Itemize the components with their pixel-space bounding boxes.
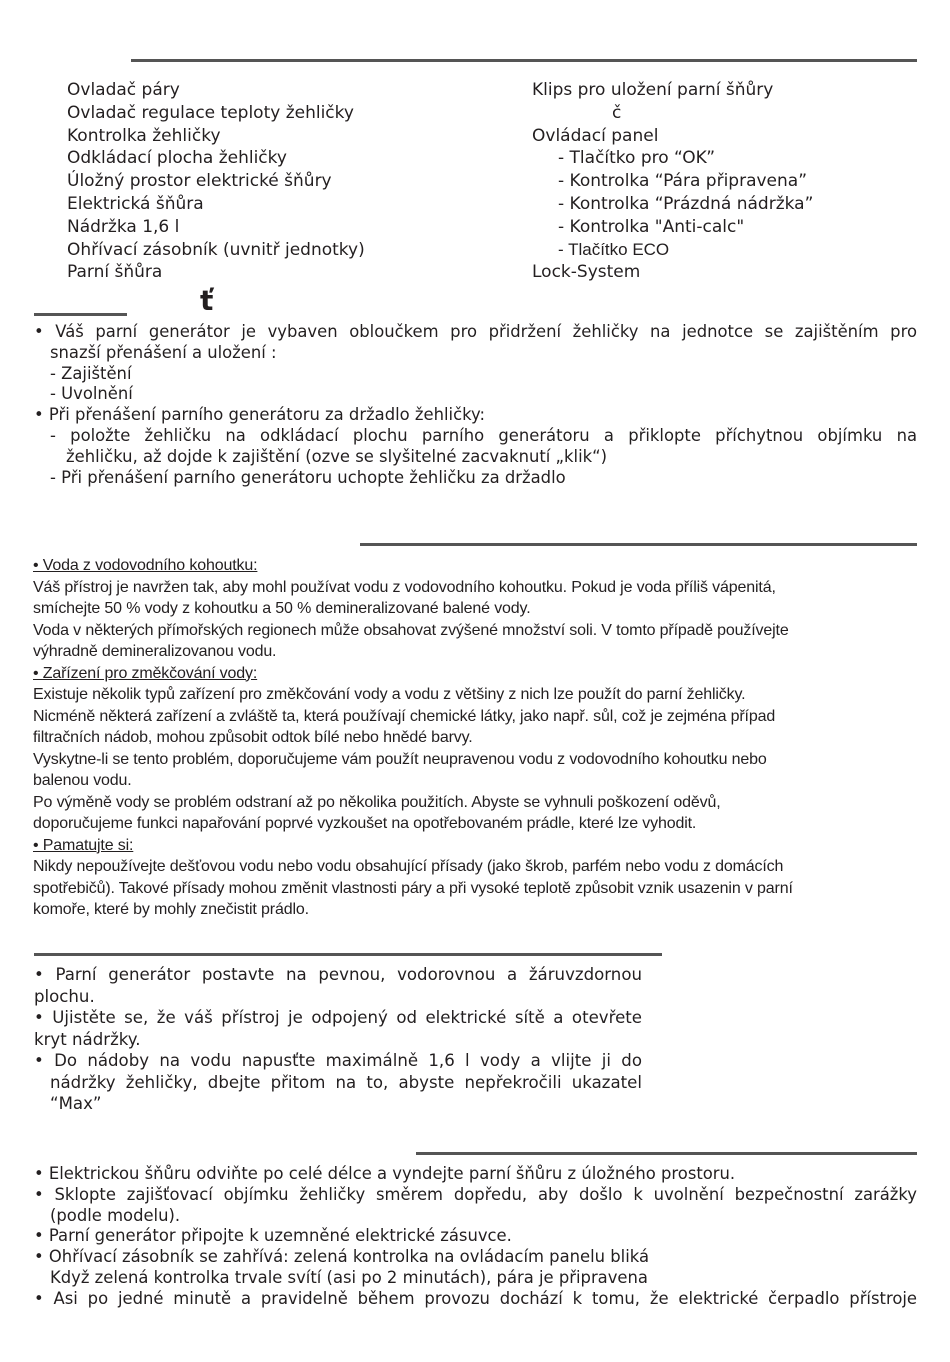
panel-subitem: - Kontrolka "Anti-calc" <box>558 216 745 237</box>
paragraph-line: spotřebičů). Takové přísady mohou změnit vlastnosti páry a při vysoké teplotě způsobit vznik usazenin v parní <box>33 879 793 897</box>
parts-list-left <box>67 79 365 284</box>
lock-section <box>34 322 917 488</box>
sub-item: - Při přenášení parního generátoru uchopte žehličku za držadlo <box>50 467 566 487</box>
paragraph-line: filtračních nádob, mohou způsobit odtok bílé nebo hnědé barvy. <box>33 729 473 746</box>
paragraph-line: komoře, které by mohly znečistit prádlo. <box>33 901 309 918</box>
water-heading-remember: • Pamatujte si: <box>33 836 134 854</box>
section-rule-start <box>416 1152 917 1155</box>
paragraph-line: Existuje několik typů zařízení pro změkčování vody a vodu z většiny z nich lze použít do parní žehličky. <box>33 686 746 703</box>
part-item: Ovladač regulace teploty žehličky <box>67 102 354 123</box>
part-item: Kontrolka žehličky <box>67 125 221 146</box>
part-item: Ovládací panel <box>532 125 659 146</box>
paragraph-line: výhradně demineralizovanou vodu. <box>33 643 277 660</box>
part-item: Klips pro uložení parní šňůry <box>532 80 774 100</box>
sub-item: - Uvolnění <box>50 384 133 404</box>
bullet-line: “Max” <box>50 1094 102 1113</box>
panel-subitem: - Kontrolka “Pára připravena” <box>558 171 808 192</box>
panel-subitem: - Tlačítko ECO <box>558 239 670 259</box>
bullet-line: Když zelená kontrolka trvale svítí (asi po 2 minutách), pára je připravena <box>50 1267 648 1287</box>
bullet-line: • Při přenášení parního generátoru za držadlo žehličky: <box>34 405 486 425</box>
bullet-line: snazší přenášení a uložení : <box>50 342 277 362</box>
paragraph-line: Nicméně některá zařízení a zvláště ta, která používají chemické látky, jako např. sůl, což je zejména případ <box>33 707 776 725</box>
part-item: Ovladač páry <box>67 80 180 100</box>
bullet-line: • Parní generátor připojte k uzemněné elektrické zásuvce. <box>34 1226 512 1246</box>
sub-item: žehličku, až dojde k zajištění (ozve se slyšitelné zacvaknutí „klik“) <box>66 446 608 466</box>
section-rule-water <box>360 543 917 546</box>
bullet-line: • Váš parní generátor je vybaven obloučkem pro přidržení žehličky na jednotce se zajištěním pro <box>34 322 917 341</box>
part-item: Odkládací plocha žehličky <box>67 148 287 169</box>
panel-subitem: - Kontrolka “Prázdná nádržka” <box>558 193 814 214</box>
bullet-line: • Elektrickou šňůru odviňte po celé délce a vyndejte parní šňůru z úložného prostoru. <box>34 1164 736 1183</box>
parts-list-right <box>532 79 813 284</box>
section-rule-fill <box>34 953 662 956</box>
bullet-line: • Ujistěte se, že váš přístroj je odpojený od elektrické sítě a otevřete <box>34 1008 642 1027</box>
sub-item: - Zajištění <box>50 363 132 383</box>
bullet-line: • Parní generátor postavte na pevnou, vodorovnou a žáruvzdornou <box>34 965 642 984</box>
paragraph-line: doporučujeme funkci napařování poprvé vyzkoušet na opotřebovaném prádle, které lze vyhodit. <box>33 815 697 832</box>
water-section <box>33 555 923 921</box>
part-item: Ohřívací zásobník (uvnitř jednotky) <box>67 239 365 260</box>
water-heading-softener: • Zařízení pro změkčování vody: <box>33 664 258 682</box>
water-heading-tap: • Voda z vodovodního kohoutku: <box>33 557 258 574</box>
paragraph-line: Voda v některých přímořských regionech může obsahovat zvýšené množství soli. V tomto případě používejte <box>33 621 789 639</box>
part-item: Úložný prostor elektrické šňůry <box>67 171 332 192</box>
bullet-line: (podle modelu). <box>50 1205 181 1225</box>
bullet-line: kryt nádržky. <box>34 1029 141 1049</box>
paragraph-line: Vyskytne-li se tento problém, doporučujeme vám použít neupravenou vodu z vodovodního kohoutku nebo <box>33 750 767 768</box>
panel-subitem: - Tlačítko pro “OK” <box>558 148 716 169</box>
bullet-line: • Do nádoby na vodu napusťte maximálně 1,6 l vody a vlijte ji do <box>34 1051 642 1070</box>
start-section <box>34 1164 917 1310</box>
bullet-line: plochu. <box>34 986 95 1006</box>
bullet-line: • Asi po jedné minutě a pravidelně během provozu dochází k tomu, že elektrické čerpadlo přístroje <box>34 1288 917 1308</box>
paragraph-line: balenou vodu. <box>33 772 132 789</box>
section-rule-parts <box>131 59 917 62</box>
heading-glyph: ť <box>200 284 214 317</box>
bullet-line: • Sklopte zajišťovací objímku žehličky směrem dopředu, aby došlo k uvolnění bezpečnostní zarážky <box>34 1184 917 1204</box>
sub-item: - položte žehličku na odkládací plochu parního generátoru a přiklopte příchytnou objímku na <box>50 425 917 445</box>
section-rule-lock <box>34 313 127 316</box>
part-item: Elektrická šňůra <box>67 193 204 214</box>
part-item: Parní šňůra <box>67 262 163 283</box>
paragraph-line: Váš přístroj je navržen tak, aby mohl používat vodu z vodovodního kohoutku. Pokud je voda příliš vápenitá, <box>33 578 776 596</box>
paragraph-line: Nikdy nepoužívejte dešťovou vodu nebo vodu obsahující přísady (jako škrob, parfém nebo vodu z domácích <box>33 858 784 875</box>
part-item: Nádržka 1,6 l <box>67 216 180 237</box>
paragraph-line: smíchejte 50 % vody z kohoutku a 50 % demineralizované balené vody. <box>33 600 531 617</box>
bullet-line: nádržky žehličky, dbejte přitom na to, abyste nepřekročili ukazatel <box>50 1072 642 1092</box>
part-item-continuation: č <box>612 102 622 123</box>
paragraph-line: Po výměně vody se problém odstraní až po několika použitích. Abyste se vyhnuli poškození oděvů, <box>33 793 721 811</box>
bullet-line: • Ohřívací zásobník se zahřívá: zelená kontrolka na ovládacím panelu bliká <box>34 1247 650 1267</box>
part-item: Lock-System <box>532 262 641 283</box>
fill-section <box>34 964 642 1115</box>
